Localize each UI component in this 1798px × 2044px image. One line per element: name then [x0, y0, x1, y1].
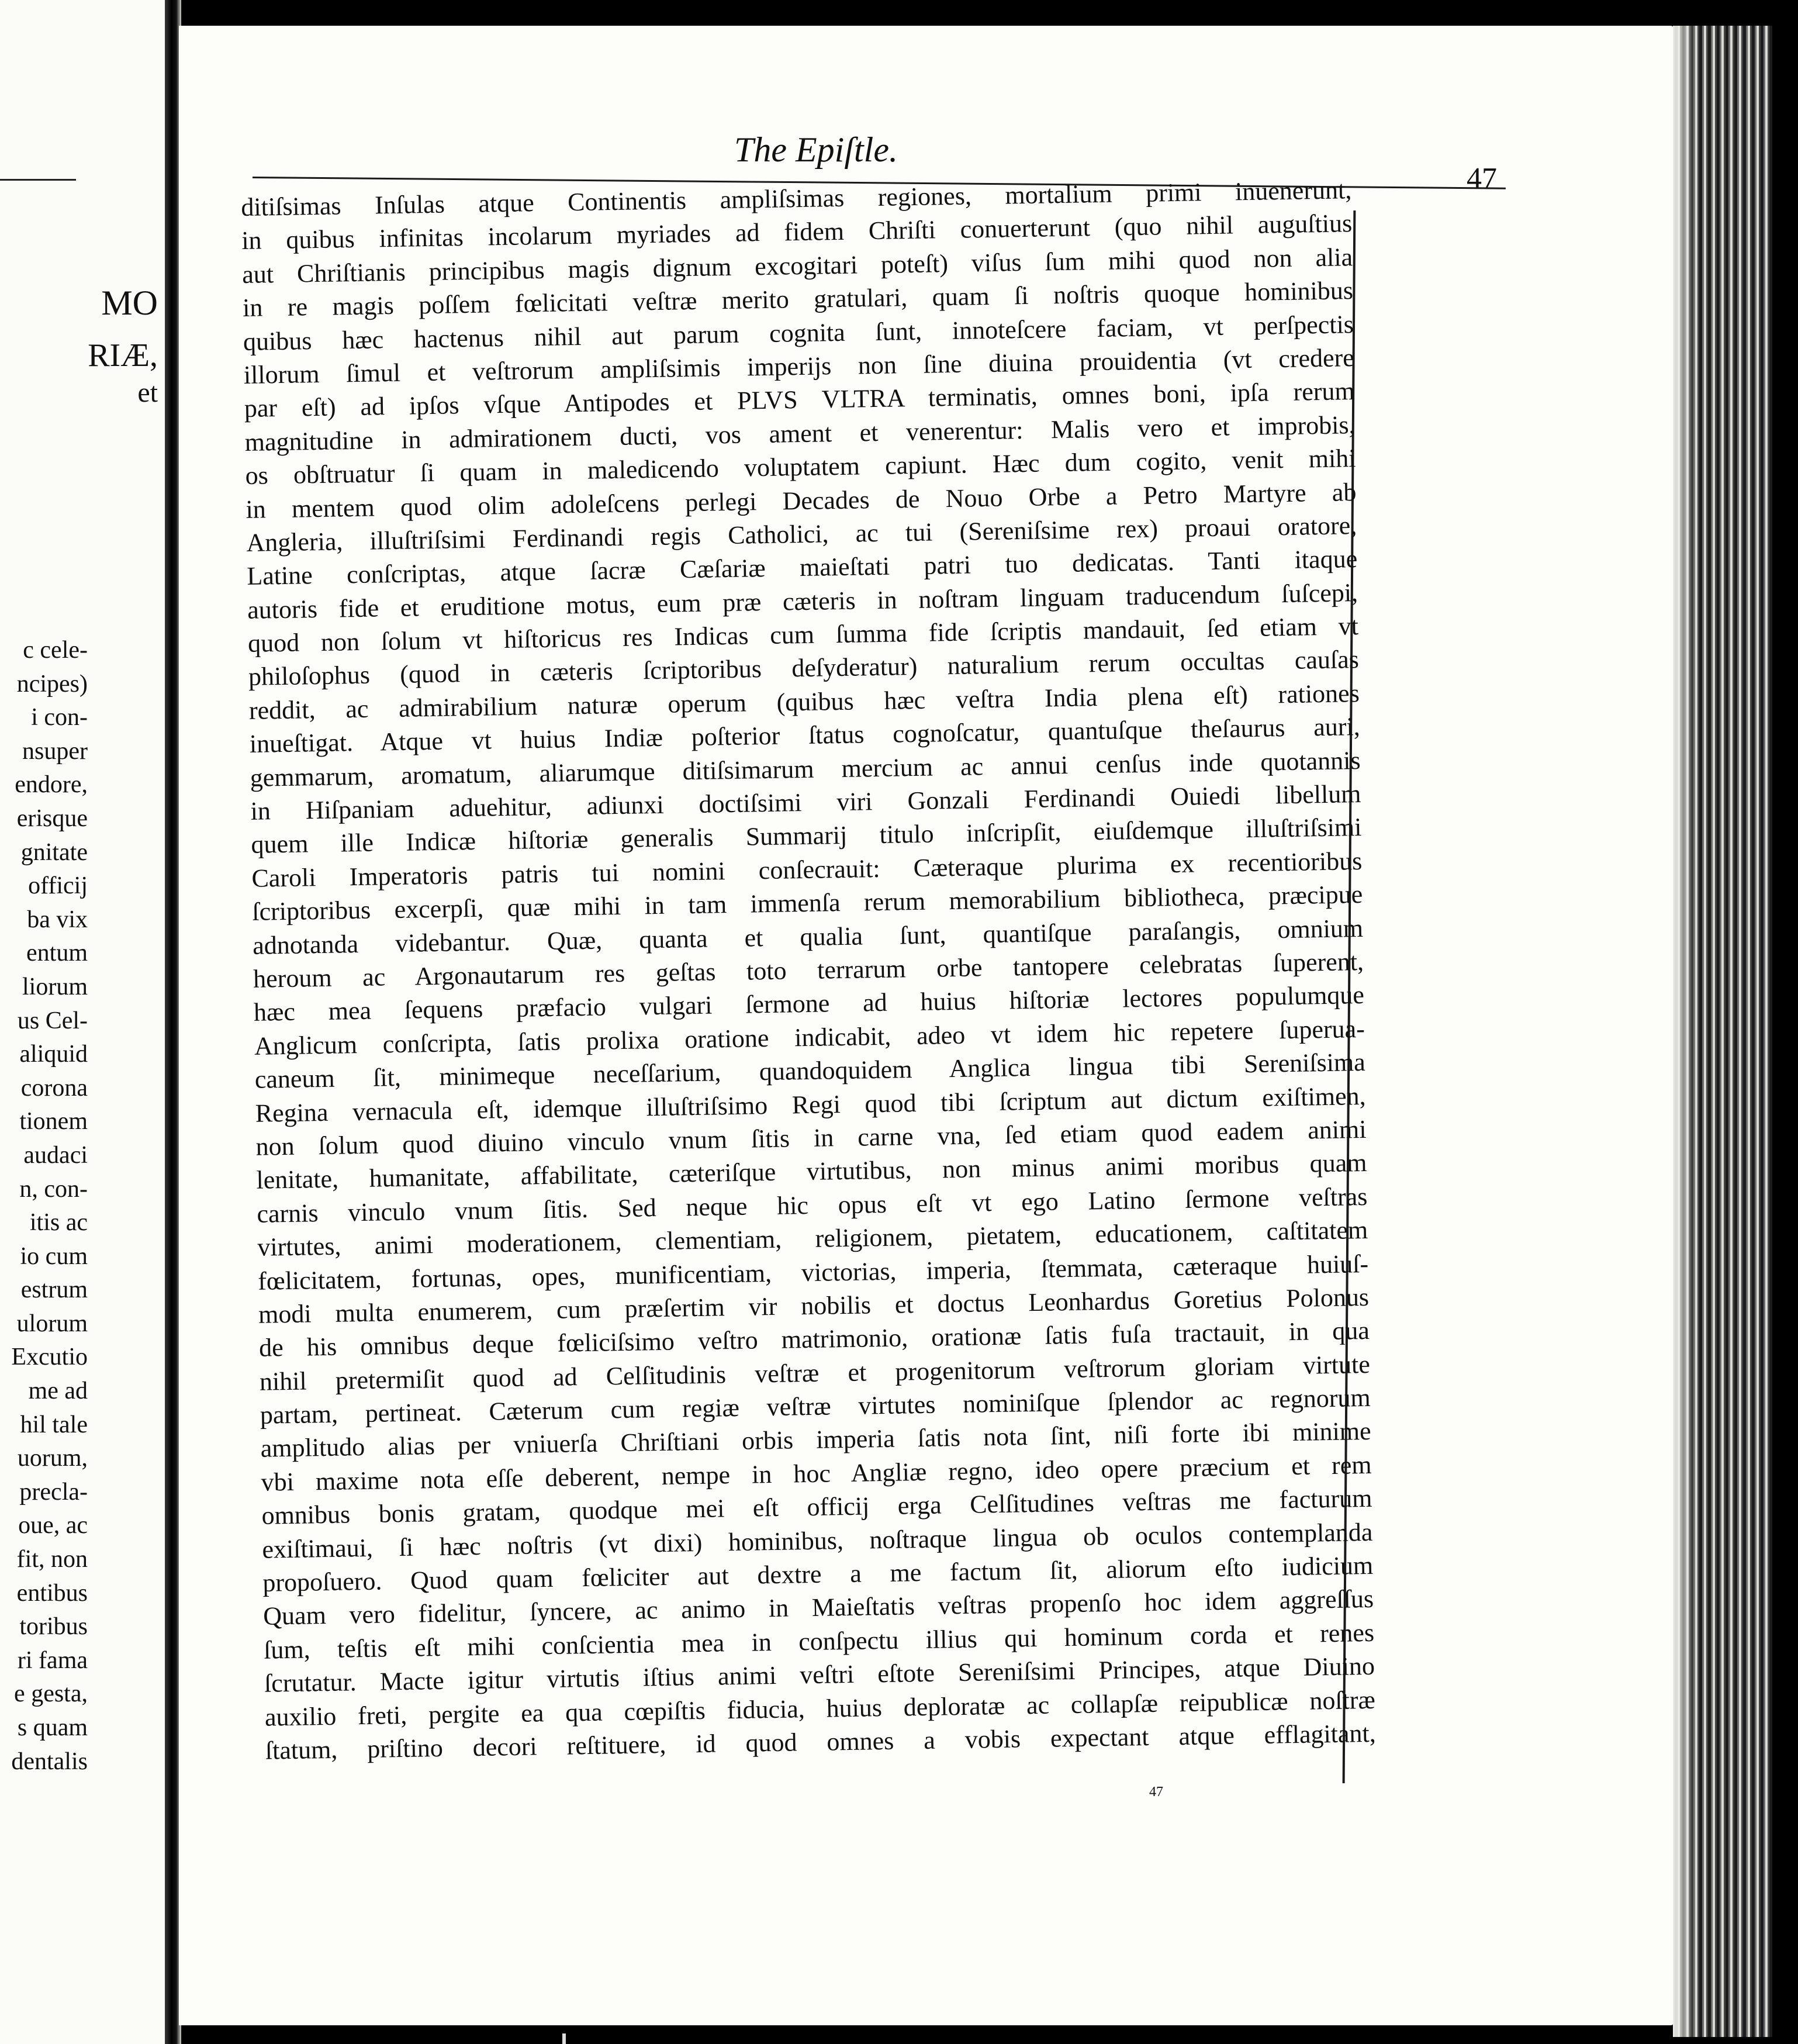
- text-line: lenitate, humanitate, affabilitate, cæteriſque virtutibus, non minus animi moribus quam: [256, 1148, 1367, 1195]
- text-line: auxilio freti, pergite ea qua cœpiſtis fiducia, huius deploratæ ac collapſæ reipublicæ noſtræ: [264, 1685, 1376, 1732]
- left-text-fragment: ri fama: [17, 1646, 88, 1674]
- text-line: vbi maxime nota eſſe deberent, nempe in hoc Angliæ regno, ideo opere præcium et rem: [261, 1450, 1372, 1497]
- left-text-fragment: Excutio: [11, 1344, 88, 1371]
- page-number: 47: [1467, 162, 1497, 195]
- text-line: in re magis poſſem fœlicitati veſtræ merito gratulari, quam ſi noſtris quoque hominibus: [242, 276, 1354, 323]
- left-page-capital-line-1: MO: [101, 284, 158, 322]
- text-line: Regina vernacula eſt, idemque illuſtriſsimo Regi quod tibi ſcriptum aut dictum exiſtimen,: [255, 1081, 1366, 1128]
- text-line: Latine conſcriptas, atque ſacræ Cæſariæ maieſtati patri tuo dedicatas. Tanti itaque: [246, 544, 1358, 591]
- left-text-fragment: gnitate: [20, 838, 88, 866]
- text-line: ſcriptoribus excerpſi, quæ mihi in tam immenſa rerum memorabilium bibliotheca, præcipue: [251, 880, 1363, 927]
- text-line: gemmarum, aromatum, aliarumque ditiſsimarum mercium ac annui cenſus inde quotannis: [250, 745, 1361, 792]
- left-page-capital-line-3: et: [137, 377, 158, 408]
- left-text-fragment: s quam: [17, 1714, 88, 1741]
- text-line: modi multa enumerem, cum præſertim vir nobilis et doctus Leonhardus Goretius Polonus: [258, 1282, 1370, 1329]
- text-line: carnis vinculo vnum ſitis. Sed neque hic opus eſt vt ego Latino ſermone veſtras: [257, 1182, 1368, 1228]
- left-text-fragment: tionem: [19, 1108, 88, 1135]
- left-page: [0, 0, 165, 2044]
- text-line: reddit, ac admirabilium naturæ operum (quibus hæc veſtra India plena eſt) rationes: [248, 678, 1360, 725]
- text-line: autoris fide et eruditione motus, eum præ cæteris in noſtram linguam traducendum ſuſcepi,: [247, 578, 1358, 624]
- text-line: in quibus infinitas incolarum myriades ad fidem Chriſti conuerterunt (quo nihil auguſtius: [241, 209, 1353, 255]
- text-line: quibus hæc hactenus nihil aut parum cognita ſunt, innoteſcere faciam, vt perſpectis: [243, 309, 1354, 356]
- left-text-fragment: e gesta,: [14, 1680, 88, 1708]
- text-line: in mentem quod olim adoleſcens perlegi Decades de Nouo Orbe a Petro Martyre ab: [246, 477, 1357, 524]
- left-text-fragment: corona: [20, 1074, 88, 1102]
- left-text-fragment: hil tale: [20, 1411, 88, 1438]
- left-text-fragment: aliquid: [19, 1041, 88, 1068]
- left-page-rule: [0, 179, 76, 181]
- left-text-fragment: erisque: [16, 805, 88, 832]
- text-line: aut Chriſtianis principibus magis dignum excogitari poteſt) viſus ſum mihi quod non alia: [241, 242, 1353, 289]
- text-line: hæc mea ſequens præfacio vulgari ſermone ad huius hiſtoriæ lectores populumque: [253, 980, 1365, 1027]
- left-text-fragment: i con-: [31, 704, 88, 731]
- left-text-fragment: estrum: [20, 1276, 88, 1304]
- text-line: philoſophus (quod in cæteris ſcriptoribus deſyderatur) naturalium rerum occultas cauſas: [248, 645, 1360, 692]
- left-text-fragment: endore,: [15, 771, 88, 799]
- running-head: The Epiſtle.: [734, 130, 898, 169]
- left-text-fragment: c cele-: [23, 637, 88, 664]
- text-line: omnibus bonis gratam, quodque mei eſt officij erga Celſitudines veſtras me facturum: [261, 1484, 1372, 1530]
- text-line: os obſtruatur ſi quam in maledicendo voluptatem capiunt. Hæc dum cogito, venit mihi: [245, 444, 1356, 491]
- left-text-fragment: uorum,: [17, 1445, 88, 1472]
- text-line: de his omnibus deque fœliciſsimo veſtro matrimonio, orationæ ſatis fuſa tractauit, in qua: [258, 1316, 1370, 1363]
- left-text-fragment: io cum: [20, 1242, 88, 1270]
- text-line: ſtatum, priſtino decori reſtituere, id quod omnes a vobis expectant atque efflagitant,: [265, 1718, 1377, 1765]
- left-text-fragment: entibus: [16, 1579, 88, 1607]
- text-line: caneum ſit, minimeque neceſſarium, quandoquidem Anglica lingua tibi Sereniſsima: [254, 1048, 1366, 1094]
- text-line: Anglicum conſcripta, ſatis prolixa oratione indicabit, adeo vt idem hic repetere ſuperua-: [254, 1014, 1365, 1061]
- text-line: propoſuero. Quod quam fœliciter aut dextre a me factum ſit, aliorum eſto iudicium: [262, 1551, 1374, 1597]
- text-line: quem ille Indicæ hiſtoriæ generalis Summarij titulo inſcripſit, eiuſdemque illuſtriſsimi: [251, 813, 1362, 859]
- text-line: in Hiſpaniam aduehitur, adiunxi doctiſsimi viri Gonzali Ferdinandi Ouiedi libellum: [250, 779, 1361, 826]
- text-line: quod non ſolum vt hiſtoricus res Indicas cum ſumma fide ſcriptis mandauit, ſed etiam vt: [247, 612, 1359, 658]
- left-text-fragment: audaci: [23, 1141, 88, 1169]
- left-text-fragment: nsuper: [22, 737, 88, 765]
- text-line: ditiſsimas Inſulas atque Continentis ampliſsimas regiones, mortalium primi inuenerunt,: [241, 175, 1352, 222]
- text-line: nihil pretermiſit quod ad Celſitudinis veſtræ et progenitorum veſtrorum gloriam virtute: [259, 1349, 1371, 1396]
- text-line: heroum ac Argonautarum res geſtas toto terrarum orbe tantopere celebratas ſuperent,: [253, 947, 1364, 993]
- left-text-fragment: toribus: [19, 1613, 88, 1641]
- left-text-fragment: officij: [28, 872, 88, 900]
- text-line: virtutes, animi moderationem, clementiam, religionem, pietatem, educationem, caſtitatem: [257, 1216, 1368, 1262]
- text-line: Caroli Imperatoris patris tui nomini conſecrauit: Cæteraque plurima ex recentioribus: [251, 846, 1363, 893]
- text-line: exiſtimaui, ſi hæc noſtris (vt dixi) hominibus, noſtraque lingua ob oculos contemplanda: [262, 1517, 1373, 1564]
- left-text-fragment: dentalis: [11, 1748, 88, 1775]
- text-line: ſum, teſtis eſt mihi conſcientia mea in conſpectu illius qui hominum corda et renes: [263, 1618, 1375, 1665]
- text-line: fœlicitatem, fortunas, opes, munificentiam, victorias, imperia, ſtemmata, cæteraque huiuſ-: [257, 1249, 1369, 1296]
- stray-mark: [562, 2033, 566, 2044]
- left-text-fragment: us Cel-: [17, 1007, 88, 1034]
- left-page-capital-line-2: RIÆ,: [88, 337, 158, 374]
- left-text-fragment: me ad: [28, 1377, 88, 1405]
- text-line: amplitudo alias per vniuerſa Chriſtiani orbis imperia ſatis nota ſint, niſi forte ibi minime: [260, 1417, 1371, 1463]
- signature-mark: 47: [1149, 1784, 1163, 1800]
- left-text-fragment: itis ac: [29, 1209, 88, 1237]
- text-line: partam, pertineat. Cæterum cum regiæ veſtræ virtutes nominiſque ſplendor ac regnorum: [260, 1383, 1371, 1430]
- epistle-body-text: [241, 173, 1376, 1767]
- text-line: par eſt) ad ipſos vſque Antipodes et PLVS VLTRA terminatis, omnes boni, ipſa rerum: [244, 377, 1356, 423]
- page-edges: [1673, 26, 1772, 2037]
- left-text-fragment: oue, ac: [18, 1512, 88, 1539]
- text-line: Angleria, illuſtriſsimi Ferdinandi regis Catholici, ac tui (Sereniſsime rex) proaui oratore,: [246, 510, 1357, 557]
- left-text-fragment: ba vix: [27, 906, 88, 933]
- text-line: non ſolum quod diuino vinculo vnum ſitis in carne vna, ſed etiam quod eadem animi: [255, 1114, 1367, 1161]
- text-line: illorum ſimul et veſtrorum ampliſsimis imperijs non ſine diuina prouidentia (vt credere: [243, 343, 1355, 389]
- text-line: Quam vero fidelitur, ſyncere, ac animo in Maieſtatis veſtras propenſo hoc idem aggreſſus: [262, 1584, 1374, 1631]
- text-line: adnotanda videbantur. Quæ, quanta et qualia ſunt, quantiſque paraſangis, omnium: [252, 913, 1364, 960]
- text-line: inueſtigat. Atque vt huius Indiæ poſterior ſtatus cognoſcatur, quantuſque theſaurus auri,: [249, 712, 1361, 759]
- left-text-fragment: n, con-: [19, 1175, 88, 1203]
- text-line: ſcrutatur. Macte igitur virtutis iſtius animi veſtri eſtote Sereniſsimi Principes, atque Diuino: [264, 1652, 1375, 1698]
- left-text-fragment: liorum: [22, 973, 88, 1000]
- left-text-fragment: precla-: [19, 1478, 88, 1506]
- left-text-fragment: ulorum: [16, 1310, 88, 1337]
- left-page-text-fragments: [11, 634, 88, 1779]
- text-line: magnitudine in admirationem ducti, vos ament et venerentur: Malis vero et improbis,: [244, 410, 1356, 457]
- left-text-fragment: fit, non: [16, 1546, 88, 1573]
- left-text-fragment: ncipes): [16, 670, 88, 698]
- left-text-fragment: entum: [26, 940, 88, 967]
